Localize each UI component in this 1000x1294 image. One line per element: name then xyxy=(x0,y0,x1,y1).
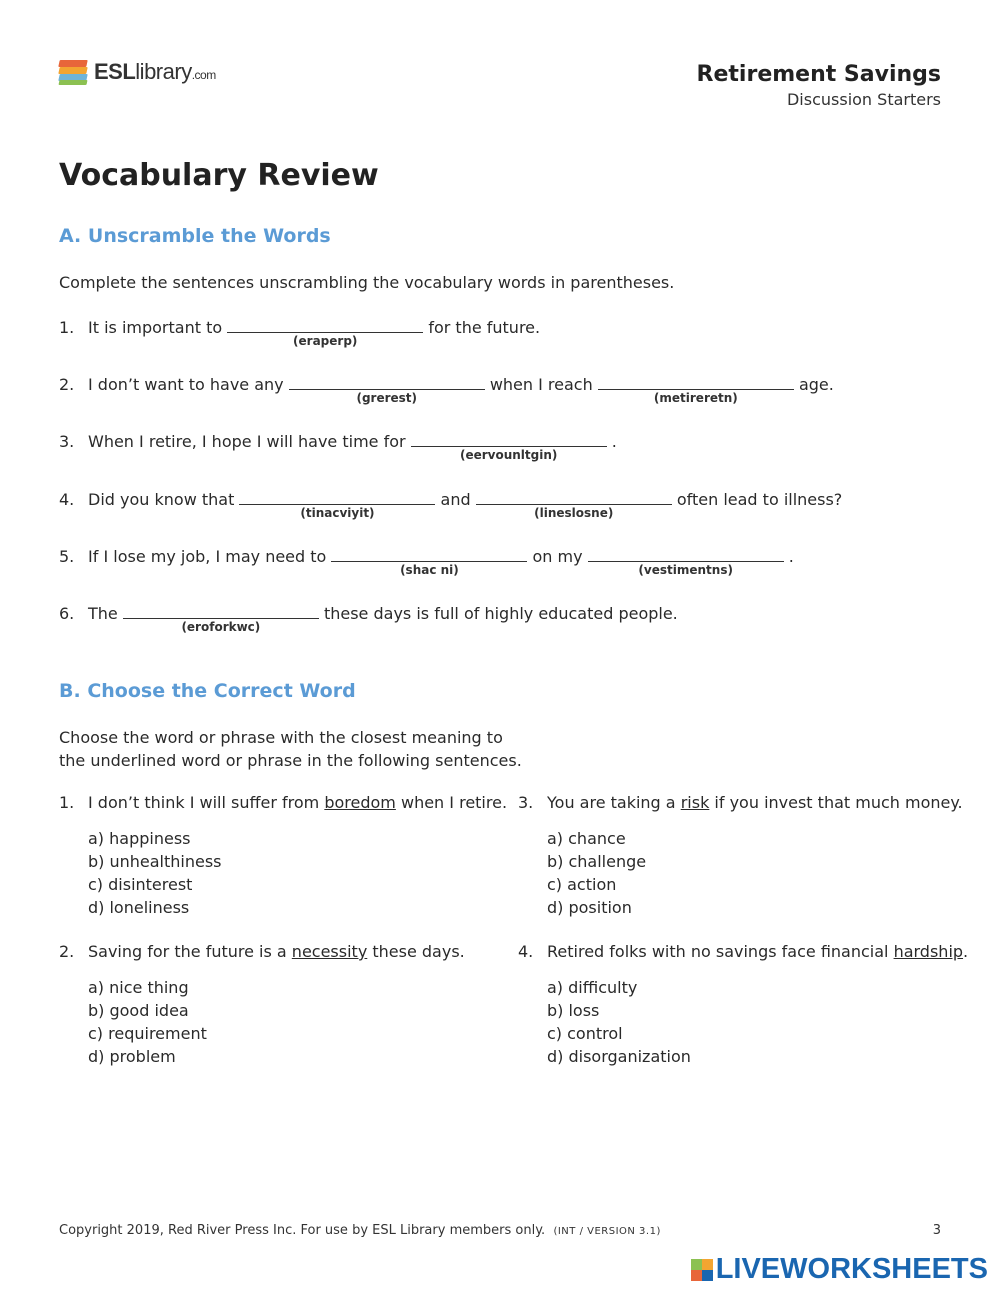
books-icon xyxy=(59,58,89,86)
question-text: if you invest that much money. xyxy=(714,793,963,812)
underlined-word: risk xyxy=(680,793,710,812)
choice-options-2 xyxy=(88,976,207,1068)
question-number: 1. xyxy=(59,318,75,337)
answer-blank[interactable] xyxy=(331,547,527,577)
option-a[interactable]: a) chance xyxy=(547,829,626,848)
option-a[interactable]: a) nice thing xyxy=(88,978,189,997)
section-b-heading: B. Choose the Correct Word xyxy=(59,680,356,702)
question-number: 5. xyxy=(59,547,75,566)
choice-question-1 xyxy=(59,793,507,812)
option-a[interactable]: a) difficulty xyxy=(547,978,638,997)
choice-options-3 xyxy=(547,827,646,919)
scrambled-hint: (eroforkwc) xyxy=(181,620,261,634)
answer-blank[interactable] xyxy=(588,547,784,577)
question-text: age. xyxy=(798,375,834,394)
unscramble-question-2 xyxy=(59,375,834,405)
question-number: 2. xyxy=(59,375,75,394)
unscramble-question-5 xyxy=(59,547,794,577)
liveworksheets-watermark xyxy=(691,1253,988,1286)
scrambled-hint: (metireretn) xyxy=(653,391,738,405)
option-c[interactable]: c) requirement xyxy=(88,1024,207,1043)
page-number: 3 xyxy=(932,1223,941,1238)
question-text: these days is full of highly educated people. xyxy=(323,604,678,623)
scrambled-hint: (tinacviyit) xyxy=(300,506,375,520)
choice-question-2 xyxy=(59,942,465,961)
unscramble-question-3 xyxy=(59,432,617,462)
option-c[interactable]: c) control xyxy=(547,1024,623,1043)
question-text: on my xyxy=(532,547,583,566)
document-title: Retirement Savings xyxy=(696,62,941,87)
question-text: Saving for the future is a xyxy=(88,942,287,961)
option-b[interactable]: b) good idea xyxy=(88,1001,189,1020)
scrambled-hint: (eraperp) xyxy=(293,334,358,348)
answer-blank[interactable] xyxy=(598,375,794,405)
choice-options-1 xyxy=(88,827,222,919)
question-text: often lead to illness? xyxy=(676,490,843,509)
scrambled-hint: (shac ni) xyxy=(400,563,459,577)
underlined-word: boredom xyxy=(324,793,396,812)
question-text: for the future. xyxy=(428,318,541,337)
section-b-instructions xyxy=(59,726,522,772)
option-d[interactable]: d) problem xyxy=(88,1047,176,1066)
answer-blank[interactable] xyxy=(289,375,485,405)
option-d[interactable]: d) disorganization xyxy=(547,1047,691,1066)
instructions-line-1: Choose the word or phrase with the closest meaning to xyxy=(59,728,503,747)
answer-blank[interactable] xyxy=(227,318,423,348)
version-text: (INT / VERSION 3.1) xyxy=(553,1226,661,1237)
question-number: 2. xyxy=(59,942,75,961)
scrambled-hint: (eervounltgin) xyxy=(459,448,558,462)
answer-blank[interactable] xyxy=(123,604,319,634)
question-text: You are taking a xyxy=(547,793,676,812)
logo-suffix: .com xyxy=(191,68,216,82)
unscramble-question-6 xyxy=(59,604,678,634)
option-b[interactable]: b) challenge xyxy=(547,852,647,871)
answer-blank[interactable] xyxy=(476,490,672,520)
instructions-line-2: the underlined word or phrase in the following sentences. xyxy=(59,751,522,770)
question-text: Did you know that xyxy=(88,490,235,509)
esl-library-logo xyxy=(59,58,216,86)
option-b[interactable]: b) loss xyxy=(547,1001,600,1020)
underlined-word: hardship xyxy=(893,942,964,961)
copyright-text: Copyright 2019, Red River Press Inc. For use by ESL Library members only. xyxy=(59,1223,546,1238)
option-d[interactable]: d) position xyxy=(547,898,632,917)
question-number: 1. xyxy=(59,793,75,812)
scrambled-hint: (vestimentns) xyxy=(638,563,733,577)
logo-text: ESL xyxy=(94,59,136,84)
question-number: 6. xyxy=(59,604,75,623)
answer-blank[interactable] xyxy=(239,490,435,520)
option-c[interactable]: c) disinterest xyxy=(88,875,193,894)
question-text: It is important to xyxy=(88,318,223,337)
question-text: If I lose my job, I may need to xyxy=(88,547,327,566)
question-text: . xyxy=(963,942,969,961)
question-text: . xyxy=(611,432,617,451)
choice-question-3 xyxy=(518,793,963,812)
scrambled-hint: (lineslosne) xyxy=(534,506,614,520)
option-c[interactable]: c) action xyxy=(547,875,617,894)
page-title: Vocabulary Review xyxy=(59,158,379,193)
scrambled-hint: (grerest) xyxy=(356,391,418,405)
copyright-footer xyxy=(59,1223,661,1238)
question-number: 3. xyxy=(518,793,534,812)
option-b[interactable]: b) unhealthiness xyxy=(88,852,222,871)
question-text: I don’t think I will suffer from xyxy=(88,793,320,812)
question-number: 4. xyxy=(59,490,75,509)
question-text: I don’t want to have any xyxy=(88,375,284,394)
choice-question-4 xyxy=(518,942,968,961)
question-text: When I retire, I hope I will have time for xyxy=(88,432,406,451)
section-a-heading: A. Unscramble the Words xyxy=(59,225,331,247)
question-number: 4. xyxy=(518,942,534,961)
choice-options-4 xyxy=(547,976,691,1068)
question-text: The xyxy=(88,604,118,623)
answer-blank[interactable] xyxy=(411,432,607,462)
question-number: 3. xyxy=(59,432,75,451)
liveworksheets-text: LIVEWORKSHEETS xyxy=(715,1253,988,1285)
logo-text-library: library xyxy=(135,59,192,84)
question-text: . xyxy=(788,547,794,566)
question-text: Retired folks with no savings face financial xyxy=(547,942,889,961)
liveworksheets-logo-icon xyxy=(691,1259,713,1281)
underlined-word: necessity xyxy=(291,942,368,961)
document-subtitle: Discussion Starters xyxy=(786,90,941,109)
question-text: these days. xyxy=(372,942,465,961)
section-a-instructions: Complete the sentences unscrambling the vocabulary words in parentheses. xyxy=(59,273,675,292)
unscramble-question-1 xyxy=(59,318,541,348)
question-text: when I reach xyxy=(489,375,593,394)
question-text: when I retire. xyxy=(400,793,508,812)
unscramble-question-4 xyxy=(59,490,843,520)
option-d[interactable]: d) loneliness xyxy=(88,898,190,917)
option-a[interactable]: a) happiness xyxy=(88,829,191,848)
question-text: and xyxy=(440,490,471,509)
